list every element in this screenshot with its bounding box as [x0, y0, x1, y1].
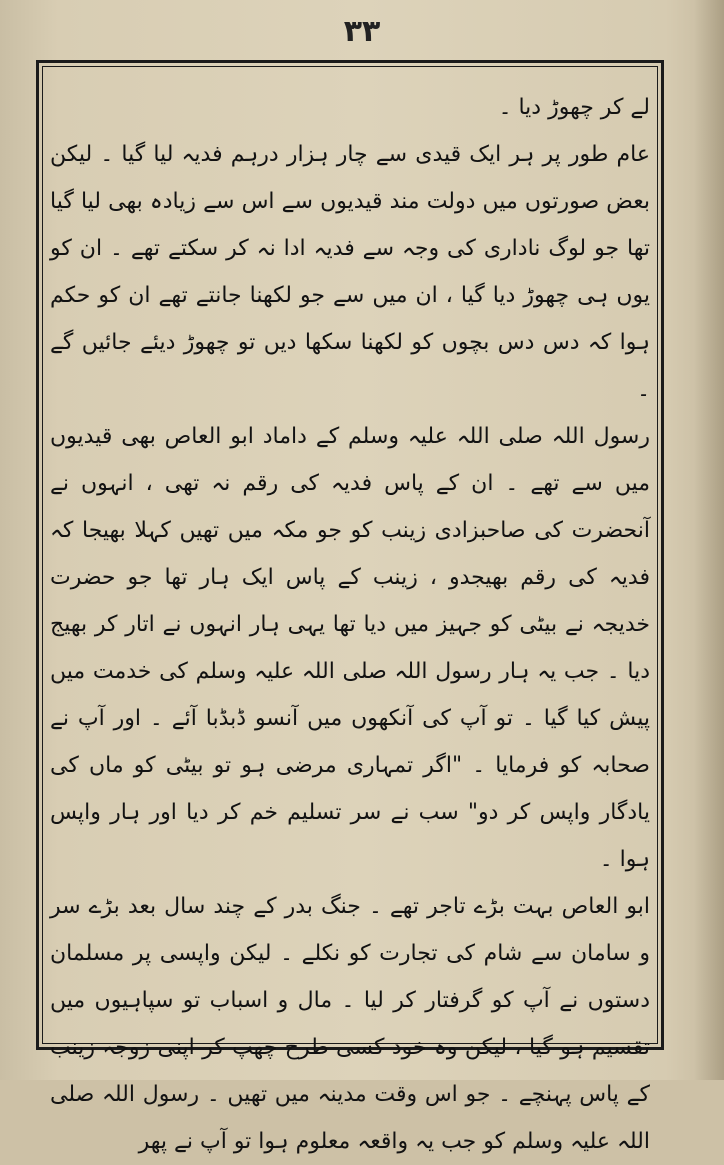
- page-number: ۳۳: [343, 14, 381, 49]
- body-text: [50, 84, 650, 1154]
- paragraph-3: رسول اللہ صلی اللہ علیہ وسلم کے داماد ابو العاص بھی قیدیوں میں سے تھے ۔ ان کے پاس فدیہ کی رقم نہ تھی ، انہوں نے آنحضرت کی صاحبزادی زینب کو جو مکہ میں تھیں کہلا بھیجا کہ فدیہ کی رقم بھیجدو ، زینب کے پاس ایک ہار تھا جو حضرت خدیجہ نے بیٹی کو جہیز میں دیا تھا یہی ہار انہوں نے اتار کر بھیج دیا ۔ جب یہ ہار رسول اللہ صلی اللہ علیہ وسلم کی خدمت میں پیش کیا گیا ۔ تو آپ کی آنکھوں میں آنسو ڈبڈبا آئے ۔ اور آپ نے صحابہ کو فرمایا ۔ "اگر تمہاری مرضی ہو تو بیٹی کو ماں کی یادگار واپس کر دو" سب نے سر تسلیم خم کر دیا اور ہار واپس ہوا ۔: [50, 424, 650, 872]
- page-edge-shadow: [694, 0, 724, 1080]
- paragraph-4: ابو العاص بہت بڑے تاجر تھے ۔ جنگ بدر کے چند سال بعد بڑے سر و سامان سے شام کی تجارت کو نکلے ۔ لیکن واپسی پر مسلمان دستوں نے آپ کو گرفتار کر لیا ۔ مال و اسباب تو سپاہیوں میں تقسیم ہو گیا ، لیکن وہ خود کسی طرح چھپ کر اپنی زوجہ زینب کے پاس پہنچے ۔ جو اس وقت مدینہ میں تھیں ۔ رسول اللہ صلی اللہ علیہ وسلم کو جب یہ واقعہ معلوم ہوا تو آپ نے پھر: [50, 894, 650, 1154]
- paragraph-2: عام طور پر ہر ایک قیدی سے چار ہزار درہم فدیہ لیا گیا ۔ لیکن بعض صورتوں میں دولت مند قیدیوں سے اس سے زیادہ بھی لیا گیا تھا جو لوگ ناداری کی وجہ سے فدیہ ادا نہ کر سکتے تھے ۔ ان کو یوں ہی چھوڑ دیا گیا ، ان میں سے جو لکھنا جانتے تھے ان کو حکم ہوا کہ دس دس بچوں کو لکھنا سکھا دیں تو چھوڑ دیئے جائیں گے ۔: [50, 142, 650, 402]
- paragraph-1: لے کر چھوڑ دیا ۔: [498, 95, 650, 120]
